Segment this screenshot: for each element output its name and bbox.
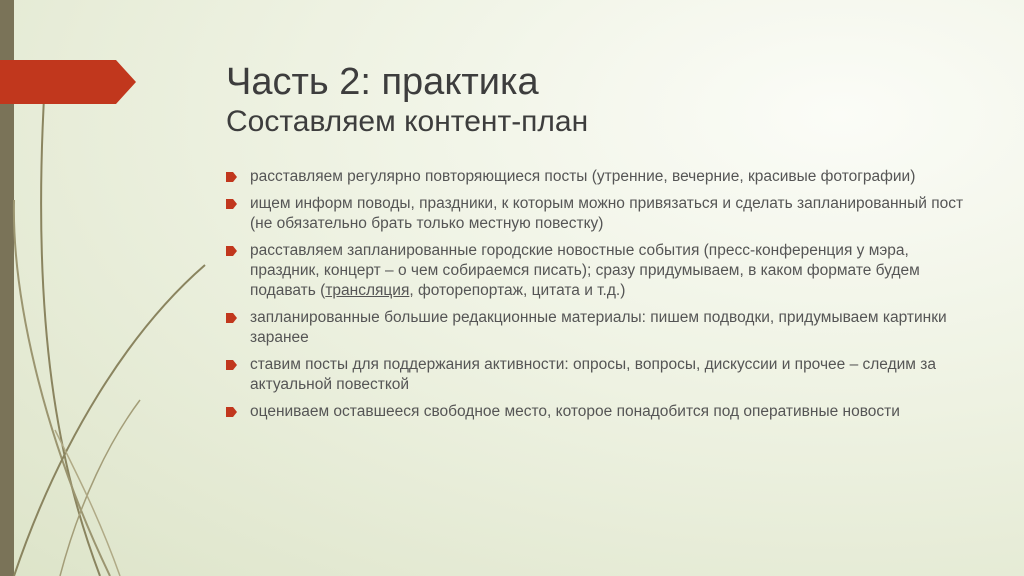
bullet-list	[226, 167, 966, 429]
bullet-text-before-link: расставляем запланированные городские новостные события (пресс-конференция у мэра, праздник, концерт – о чем собираемся писать); сразу придумываем, в каком формате будем подавать (	[250, 242, 920, 299]
arrow-bullet-icon	[226, 360, 237, 370]
title-block	[226, 60, 986, 140]
bullet-item	[226, 194, 966, 234]
slide-title: Часть 2: практика	[226, 61, 539, 103]
arrow-bullet-icon	[226, 407, 237, 417]
bullet-text: расставляем регулярно повторяющиеся посты (утренние, вечерние, красивые фотографии)	[250, 168, 916, 185]
slide-subtitle: Составляем контент-план	[226, 105, 589, 138]
bullet-item	[226, 241, 966, 301]
accent-tab	[0, 60, 136, 104]
translation-link[interactable]: трансляция	[325, 282, 410, 299]
bullet-text: оцениваем оставшееся свободное место, которое понадобится под оперативные новости	[250, 403, 900, 420]
bullet-item	[226, 167, 966, 187]
bullet-item	[226, 308, 966, 348]
arrow-bullet-icon	[226, 313, 237, 323]
bullet-text-after-link: , фоторепортаж, цитата и т.д.)	[409, 282, 626, 299]
bullet-item	[226, 402, 966, 422]
arrow-bullet-icon	[226, 199, 237, 209]
arrow-bullet-icon	[226, 246, 237, 256]
bullet-text: ставим посты для поддержания активности: опросы, вопросы, дискуссии и прочее – следим за актуальной повесткой	[250, 356, 936, 393]
bullet-text: запланированные большие редакционные материалы: пишем подводки, придумываем картинки заранее	[250, 309, 947, 346]
arrow-bullet-icon	[226, 172, 237, 182]
bullet-item	[226, 355, 966, 395]
bullet-text: ищем информ поводы, праздники, к которым можно привязаться и сделать запланированный пост (не обязательно брать только местную повестку)	[250, 195, 964, 232]
